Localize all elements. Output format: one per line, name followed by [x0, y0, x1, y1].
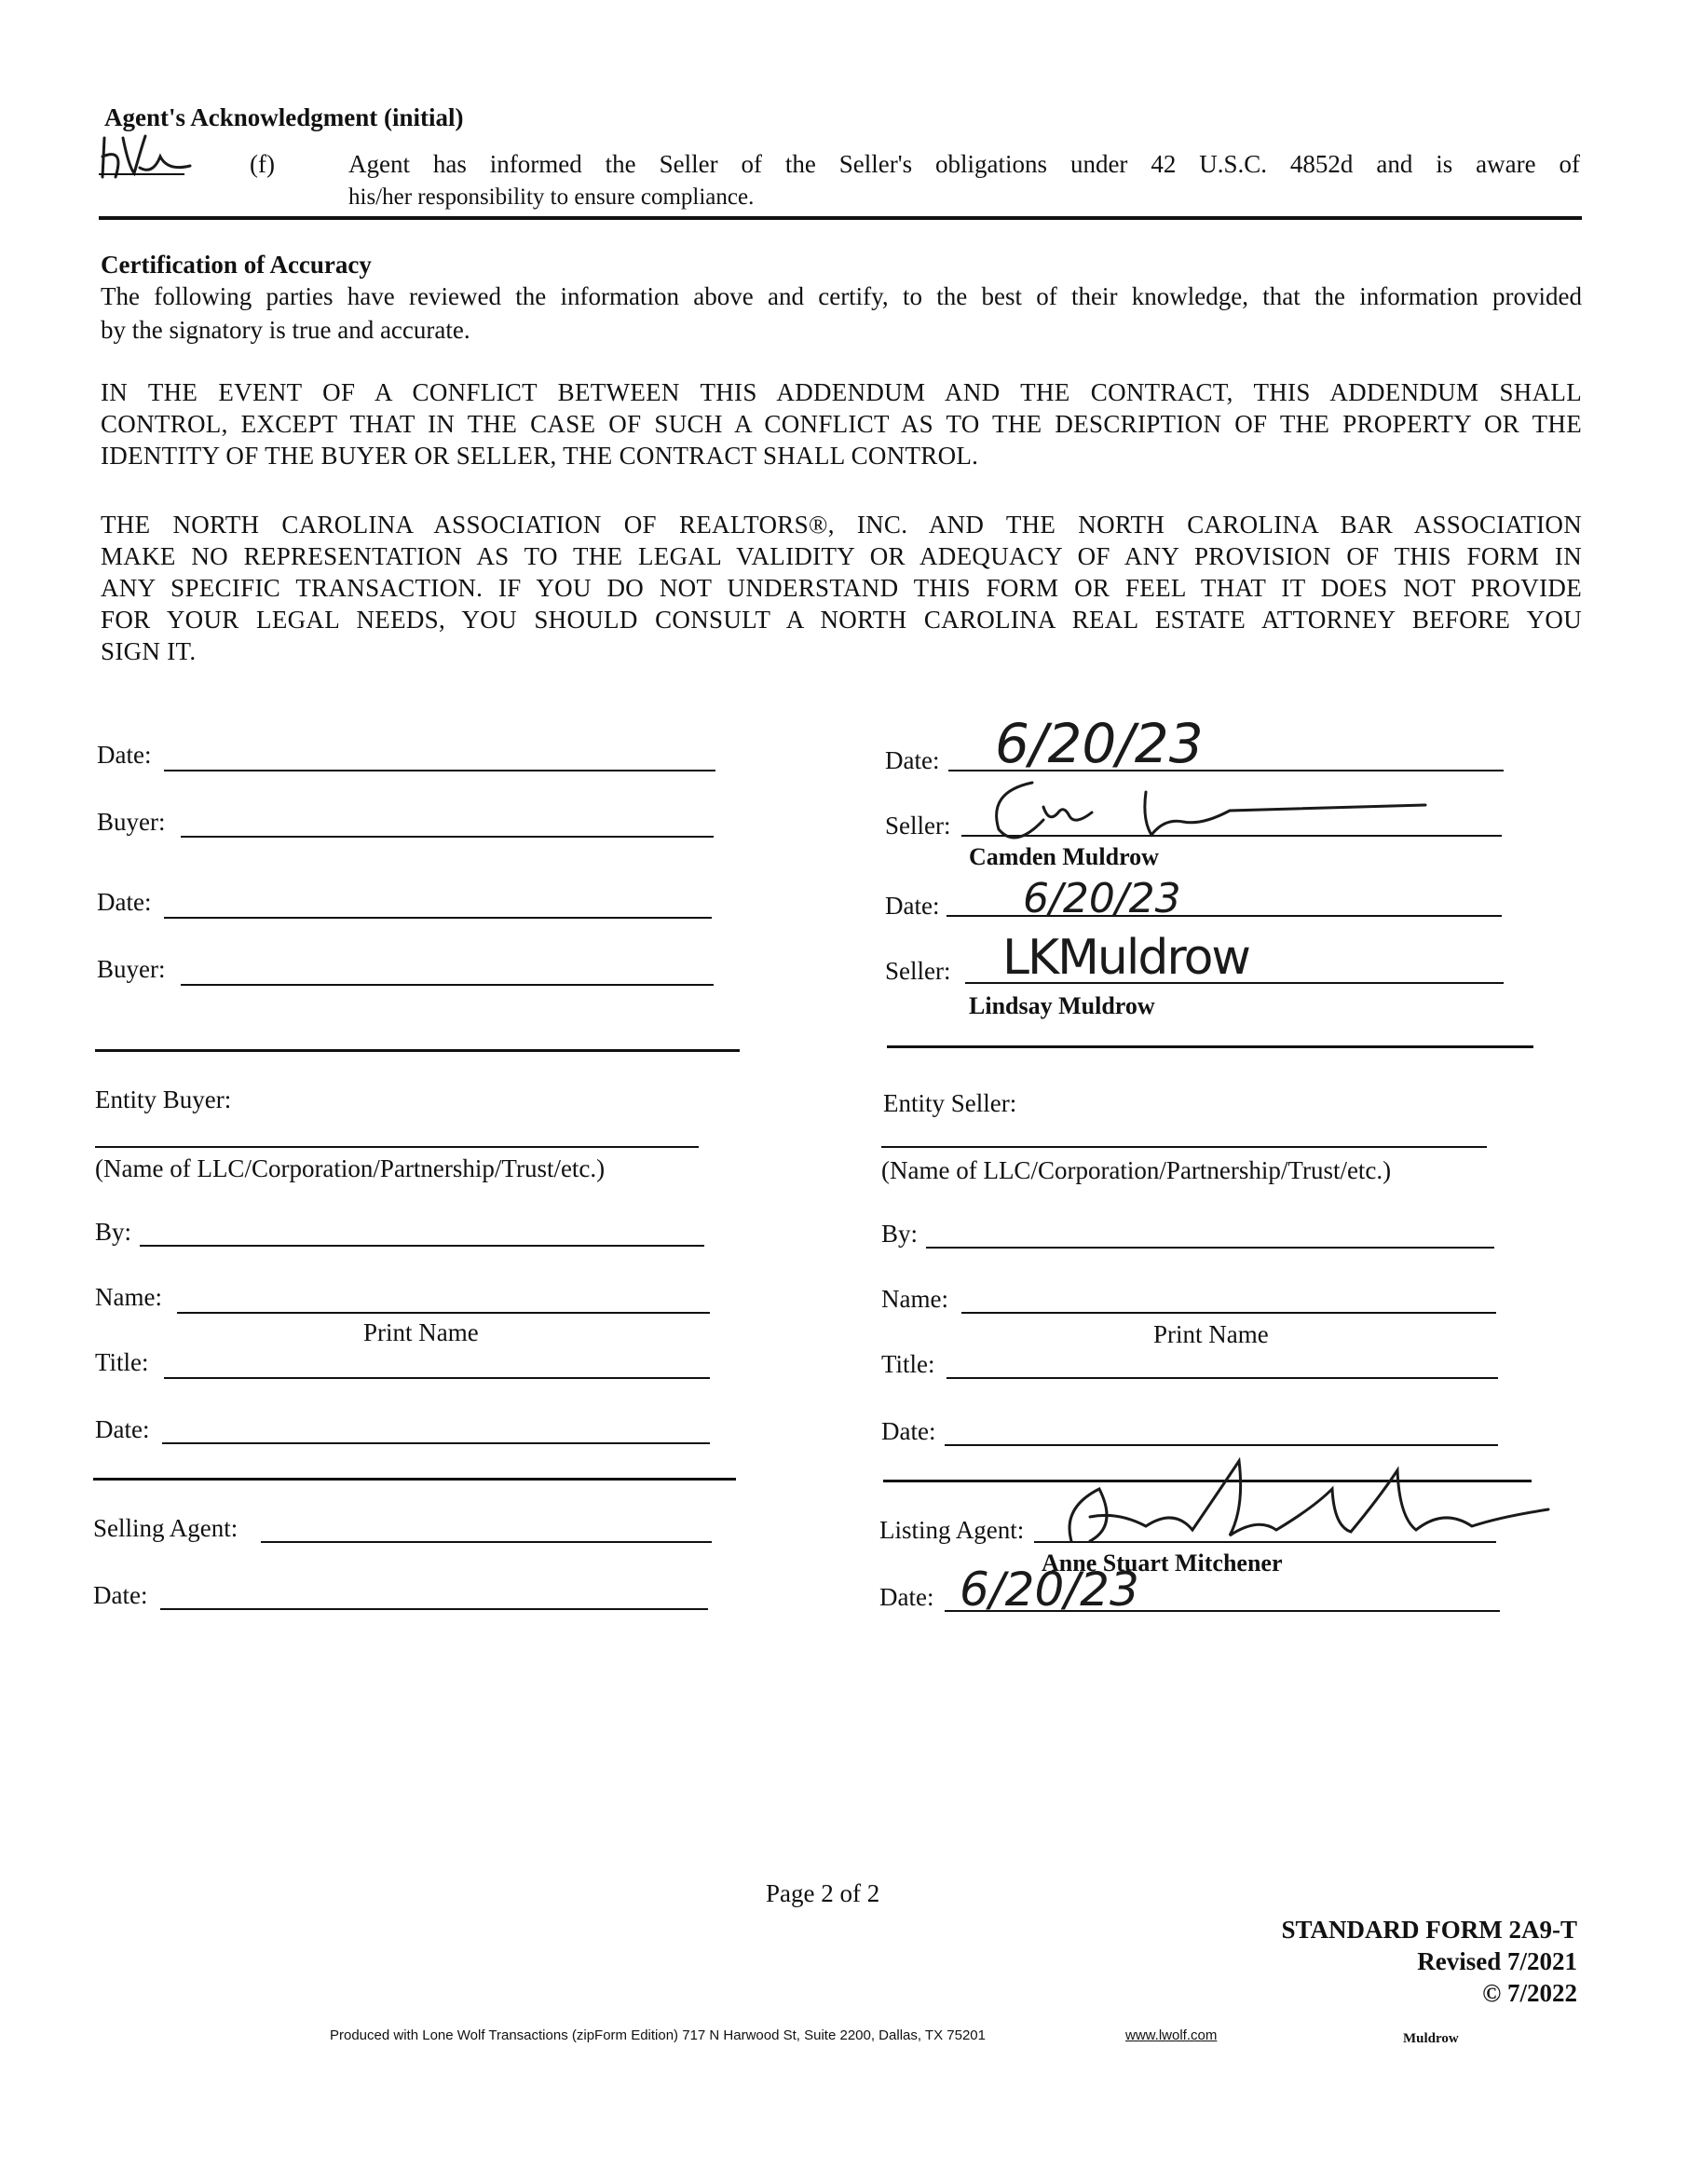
buyer1-label: Buyer:: [97, 808, 166, 836]
seller2-date-label: Date:: [885, 892, 940, 920]
selling-agent-date-field[interactable]: [160, 1608, 708, 1610]
listing-agent-date-label: Date:: [879, 1583, 934, 1611]
buyer2-signature-field[interactable]: [181, 984, 714, 986]
form-id: STANDARD FORM 2A9-T: [1281, 1916, 1577, 1944]
disclaimer-text-3: ANY SPECIFIC TRANSACTION. IF YOU DO NOT UNDERSTAND THIS FORM OR FEEL THAT IT DOES NOT PROVIDE: [101, 574, 1582, 602]
disclaimer-text-5: SIGN IT.: [101, 637, 197, 665]
entity-seller-by-field[interactable]: [926, 1247, 1494, 1249]
entity-buyer-divider: [93, 1478, 736, 1481]
agent-ack-item-text-2: his/her responsibility to ensure compliance.: [348, 184, 755, 210]
agent-initials-field[interactable]: [97, 119, 190, 175]
certification-text-2: by the signatory is true and accurate.: [101, 316, 470, 344]
seller1-printed-name: Camden Muldrow: [969, 843, 1159, 870]
entity-seller-title-field[interactable]: [947, 1377, 1498, 1379]
entity-buyer-print-name-field[interactable]: [177, 1312, 710, 1314]
listing-agent-signature: [1034, 1452, 1556, 1554]
section-divider: [99, 216, 1582, 220]
entity-seller-date-field[interactable]: [945, 1444, 1498, 1446]
entity-buyer-name-label: Name:: [95, 1283, 162, 1311]
selling-agent-signature-field[interactable]: [261, 1541, 712, 1543]
entity-buyer-label: Entity Buyer:: [95, 1085, 232, 1113]
entity-buyer-by-field[interactable]: [140, 1245, 704, 1247]
agent-initials-line: [99, 173, 184, 175]
buyer2-date-field[interactable]: [164, 917, 712, 919]
disclaimer-text-2: MAKE NO REPRESENTATION AS TO THE LEGAL VALIDITY OR ADEQUACY OF ANY PROVISION OF THIS FORM IN: [101, 542, 1582, 570]
buyer2-label: Buyer:: [97, 955, 166, 983]
seller2-date-handwritten: 6/20/23: [1023, 875, 1181, 922]
buyer1-signature-field[interactable]: [181, 836, 714, 838]
conflict-text-2: CONTROL, EXCEPT THAT IN THE CASE OF SUCH A CONFLICT AS TO THE DESCRIPTION OF THE PROPERTY OR THE: [101, 410, 1582, 438]
agent-ack-item-letter: (f): [250, 150, 275, 178]
entity-buyer-name-hint: (Name of LLC/Corporation/Partnership/Trust/etc.): [95, 1154, 606, 1182]
disclaimer-text-1: THE NORTH CAROLINA ASSOCIATION OF REALTORS®, INC. AND THE NORTH CAROLINA BAR ASSOCIATION: [101, 511, 1582, 539]
entity-seller-name-label: Name:: [881, 1285, 948, 1313]
seller-section-divider: [887, 1045, 1533, 1048]
buyer-section-divider: [95, 1049, 740, 1052]
form-revised: Revised 7/2021: [1417, 1947, 1577, 1975]
entity-buyer-date-field[interactable]: [162, 1442, 710, 1444]
listing-agent-date-handwritten: 6/20/23: [960, 1563, 1139, 1617]
seller2-label: Seller:: [885, 957, 951, 985]
selling-agent-date-label: Date:: [93, 1581, 148, 1609]
entity-seller-by-label: By:: [881, 1220, 919, 1248]
seller1-signature: [978, 764, 1444, 848]
certification-text-1: The following parties have reviewed the information above and certify, to the best of their knowledge, that the information provided: [101, 282, 1582, 310]
entity-buyer-title-field[interactable]: [164, 1377, 710, 1379]
entity-buyer-by-label: By:: [95, 1218, 132, 1246]
selling-agent-label: Selling Agent:: [93, 1514, 238, 1542]
conflict-text-3: IDENTITY OF THE BUYER OR SELLER, THE CONTRACT SHALL CONTROL.: [101, 442, 979, 470]
entity-seller-print-name-hint: Print Name: [1153, 1320, 1269, 1348]
entity-buyer-name-field[interactable]: [95, 1146, 699, 1148]
seller2-printed-name: Lindsay Muldrow: [969, 992, 1155, 1019]
entity-buyer-title-label: Title:: [95, 1348, 149, 1376]
seller1-date-label: Date:: [885, 746, 940, 774]
agent-ack-heading: Agent's Acknowledgment (initial): [104, 103, 464, 131]
agent-ack-item-text-1: Agent has informed the Seller of the Seller's obligations under 42 U.S.C. 4852d and is aware of: [348, 150, 1580, 178]
buyer2-date-label: Date:: [97, 888, 152, 916]
form-copyright: © 7/2022: [1482, 1979, 1577, 2007]
conflict-text-1: IN THE EVENT OF A CONFLICT BETWEEN THIS ADDENDUM AND THE CONTRACT, THIS ADDENDUM SHALL: [101, 378, 1582, 406]
entity-seller-date-label: Date:: [881, 1417, 936, 1445]
entity-seller-label: Entity Seller:: [883, 1089, 1017, 1117]
produced-by-text: Produced with Lone Wolf Transactions (zipForm Edition) 717 N Harwood St, Suite 2200, Dallas, TX 75201: [330, 2027, 986, 2043]
entity-seller-name-field[interactable]: [881, 1146, 1487, 1148]
entity-buyer-print-name-hint: Print Name: [363, 1318, 479, 1346]
buyer1-date-field[interactable]: [164, 770, 715, 771]
buyer1-date-label: Date:: [97, 741, 152, 769]
certification-heading: Certification of Accuracy: [101, 251, 372, 279]
listing-agent-printed-name: Anne Stuart Mitchener: [1042, 1549, 1283, 1577]
seller1-label: Seller:: [885, 812, 951, 839]
seller2-signature: LKMuldrow: [1002, 930, 1249, 986]
listing-agent-label: Listing Agent:: [879, 1516, 1025, 1544]
seller1-date-handwritten: 6/20/23: [995, 712, 1204, 775]
entity-buyer-date-label: Date:: [95, 1415, 150, 1443]
file-name: Muldrow: [1403, 2031, 1459, 2046]
entity-seller-name-hint: (Name of LLC/Corporation/Partnership/Trust/etc.): [881, 1156, 1392, 1184]
page-number: Page 2 of 2: [766, 1879, 880, 1907]
entity-seller-title-label: Title:: [881, 1350, 935, 1378]
disclaimer-text-4: FOR YOUR LEGAL NEEDS, YOU SHOULD CONSULT A NORTH CAROLINA REAL ESTATE ATTORNEY BEFORE YOU: [101, 606, 1582, 634]
entity-seller-print-name-field[interactable]: [961, 1312, 1496, 1314]
lwolf-link[interactable]: www.lwolf.com: [1125, 2027, 1218, 2043]
